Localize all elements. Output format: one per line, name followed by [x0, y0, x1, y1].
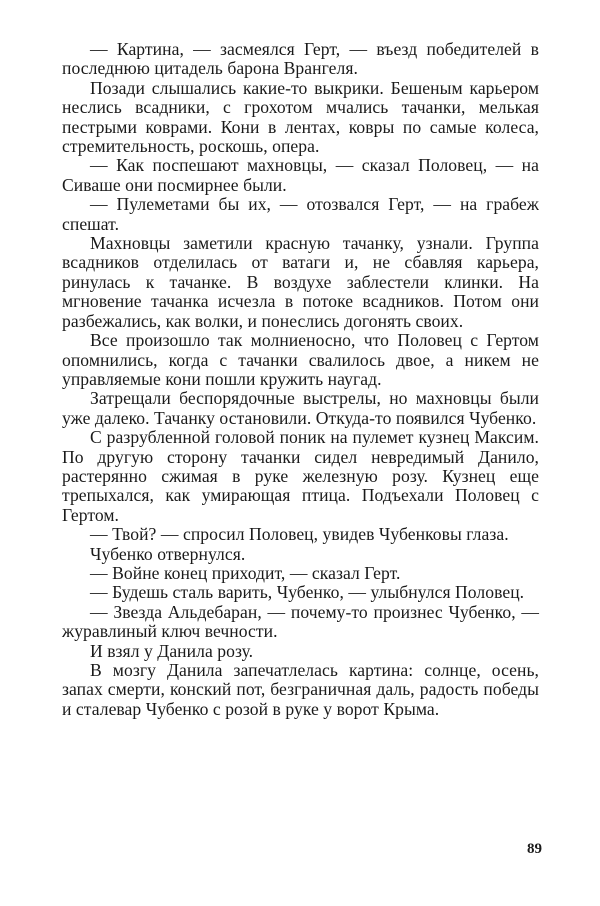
paragraph: С разрубленной головой поник на пулемет кузнец Максим. По другую сторону тачанки сидел невредимый Данило, растерянно сжимая в руке железную розу. Кузнец еще трепыхался, как умирающая птица. Подъехали Половец с Гертом.: [62, 427, 539, 525]
paragraph: — Как поспешают махновцы, — сказал Половец, — на Сиваше они посмирнее были.: [62, 155, 539, 195]
paragraph: Позади слышались какие-то выкрики. Бешеным карьером неслись всадники, с грохотом мчались тачанки, мелькая пестрыми коврами. Кони в лентах, ковры по самые колеса, стремительность, роскошь, опера.: [62, 77, 539, 157]
paragraph: — Пулеметами бы их, — отозвался Герт, — на грабеж спешат.: [62, 194, 539, 234]
paragraph: — Будешь сталь варить, Чубенко, — улыбнулся Половец.: [90, 582, 525, 603]
page-number: 89: [527, 841, 542, 857]
paragraph: — Звезда Альдебаран, — почему-то произнес Чубенко, — журавлиный ключ вечности.: [62, 601, 539, 642]
paragraph: Все произошло так молниеносно, что Половец с Гертом опомнились, когда с тачанки свалилось двое, а никем не управляемые кони пошли кружить наугад.: [62, 330, 539, 389]
paragraph: Чубенко отвернулся.: [90, 543, 246, 564]
paragraph: — Войне конец приходит, — сказал Герт.: [90, 562, 401, 583]
paragraph: И взял у Данила розу.: [90, 640, 254, 661]
paragraph: Затрещали беспорядочные выстрелы, но махновцы были уже далеко. Тачанку остановили. Откуда-то появился Чубенко.: [62, 388, 539, 428]
paragraph: — Твой? — спросил Половец, увидев Чубенковы глаза.: [90, 524, 509, 545]
paragraph: — Картина, — засмеялся Герт, — въезд победителей в последнюю цитадель барона Врангеля.: [62, 39, 539, 79]
paragraph: Махновцы заметили красную тачанку, узнали. Группа всадников отделилась от ватаги и, не сбавляя карьера, ринулась к тачанке. В воздухе заблестели клинки. На мгновение тачанка исчезла в потоке всадников. Потом они разбежались, как волки, и понеслись догонять своих.: [62, 233, 539, 331]
book-page-text: [62, 40, 539, 719]
paragraph: В мозгу Данила запечатлелась картина: солнце, осень, запах смерти, конский пот, безграничная даль, радость победы и сталевар Чубенко с розой в руке у ворот Крыма.: [62, 660, 539, 719]
